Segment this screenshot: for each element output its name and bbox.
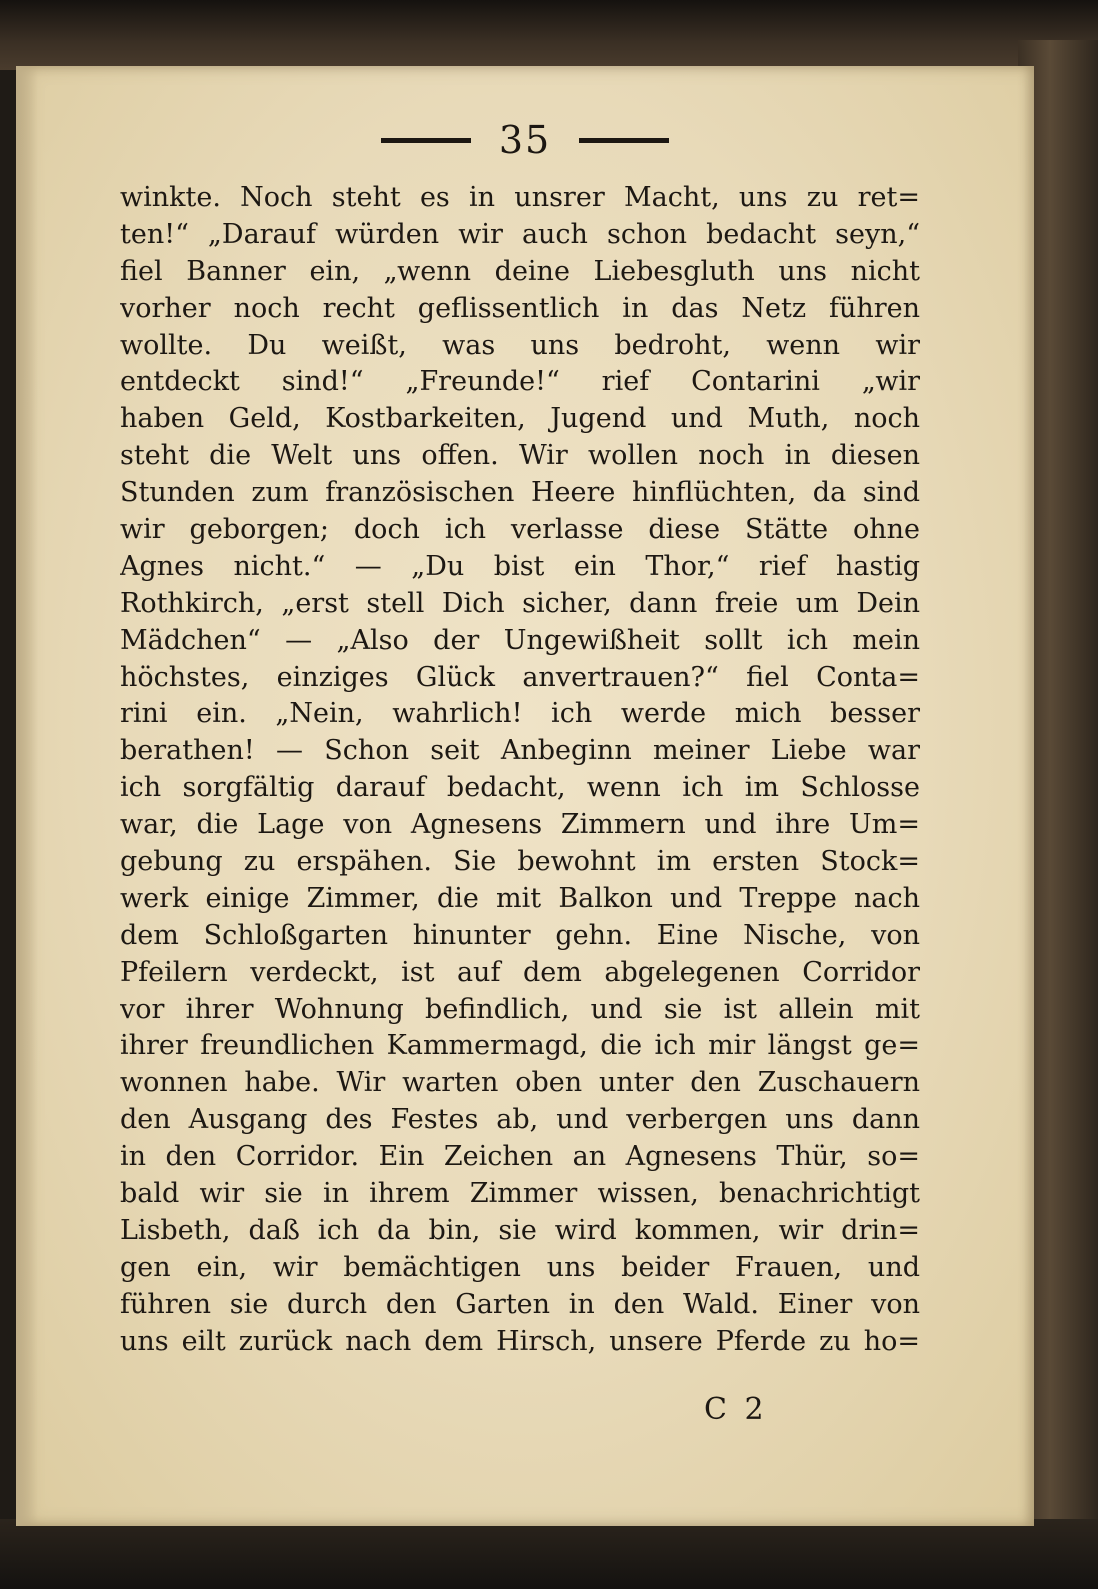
page-sheet — [16, 66, 1034, 1526]
text-line: ihrer freundlichen Kammermagd, die ich mir längst ge= — [120, 1030, 920, 1062]
header-rule-left — [381, 138, 471, 143]
text-line: wir geborgen; doch ich verlasse diese Stätte ohne — [120, 514, 920, 546]
body-text — [120, 180, 920, 1361]
text-line: den Ausgang des Festes ab, und verbergen uns dann — [120, 1104, 920, 1136]
text-line: dem Schloßgarten hinunter gehn. Eine Nische, von — [120, 919, 920, 951]
page-number: 35 — [498, 118, 552, 162]
text-line: fiel Banner ein, „wenn deine Liebesgluth uns nicht — [120, 255, 920, 287]
text-line: führen sie durch den Garten in den Wald. Einer von — [120, 1288, 920, 1320]
text-line: ich sorgfältig darauf bedacht, wenn ich im Schlosse — [120, 772, 920, 804]
text-line: Lisbeth, daß ich da bin, sie wird kommen, wir drin= — [120, 1214, 920, 1246]
text-line: steht die Welt uns offen. Wir wollen noch in diesen — [120, 440, 920, 472]
sheet-signature: C 2 — [704, 1392, 768, 1427]
page-header — [16, 118, 1034, 162]
book-cover-bottom-edge — [0, 1519, 1098, 1589]
text-line: entdeckt sind!“ „Freunde!“ rief Contarini „wir — [120, 366, 920, 398]
header-rule-right — [579, 138, 669, 143]
text-line: war, die Lage von Agnesens Zimmern und ihre Um= — [120, 809, 920, 841]
book-cover-top-edge — [0, 0, 1098, 70]
text-line: haben Geld, Kostbarkeiten, Jugend und Muth, noch — [120, 403, 920, 435]
page-gutter — [16, 66, 38, 1526]
text-line: bald wir sie in ihrem Zimmer wissen, benachrichtigt — [120, 1178, 920, 1210]
text-line: in den Corridor. Ein Zeichen an Agnesens Thür, so= — [120, 1141, 920, 1173]
text-line: wollte. Du weißt, was uns bedroht, wenn wir — [120, 329, 920, 361]
text-line: werk einige Zimmer, die mit Balkon und Treppe nach — [120, 882, 920, 914]
text-line: uns eilt zurück nach dem Hirsch, unsere Pferde zu ho= — [120, 1325, 920, 1357]
text-line: Rothkirch, „erst stell Dich sicher, dann freie um Dein — [120, 587, 920, 619]
text-line: Mädchen“ — „Also der Ungewißheit sollt ich mein — [120, 624, 920, 656]
text-line: ten!“ „Darauf würden wir auch schon bedacht seyn,“ — [120, 218, 920, 250]
text-line: wonnen habe. Wir warten oben unter den Zuschauern — [120, 1067, 920, 1099]
text-line: rini ein. „Nein, wahrlich! ich werde mich besser — [120, 698, 920, 730]
text-line: Agnes nicht.“ — „Du bist ein Thor,“ rief hastig — [120, 550, 920, 582]
text-line: gebung zu erspähen. Sie bewohnt im ersten Stock= — [120, 846, 920, 878]
text-line: vorher noch recht geflissentlich in das Netz führen — [120, 292, 920, 324]
text-line: Stunden zum französischen Heere hinflüchten, da sind — [120, 477, 920, 509]
text-line: winkte. Noch steht es in unsrer Macht, uns zu ret= — [120, 182, 920, 213]
text-line: höchstes, einziges Glück anvertrauen?“ fiel Conta= — [120, 661, 920, 693]
text-line: vor ihrer Wohnung befindlich, und sie ist allein mit — [120, 993, 920, 1025]
text-line: berathen! — Schon seit Anbeginn meiner Liebe war — [120, 735, 920, 767]
text-line: gen ein, wir bemächtigen uns beider Frauen, und — [120, 1251, 920, 1283]
text-line: Pfeilern verdeckt, ist auf dem abgelegenen Corridor — [120, 956, 920, 988]
